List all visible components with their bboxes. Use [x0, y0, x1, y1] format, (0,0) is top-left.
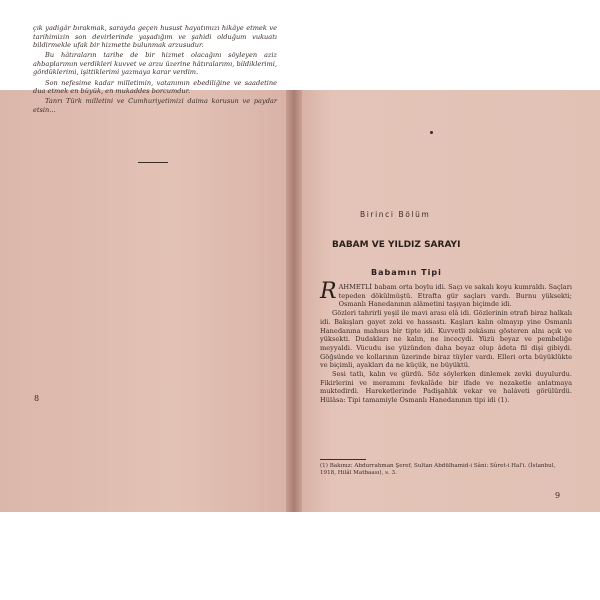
page-mark — [430, 131, 433, 134]
left-page-text — [33, 24, 277, 116]
section-subtitle: Babamın Tipi — [371, 268, 442, 277]
footnote: (1) Bakınız: Abdurrahman Şeref, Sultan Abdülhamid-i Sâni: Sûret-i Hal'i. (İstanbul, 1918, Hilâl Matbaası), s. 3. — [320, 463, 556, 477]
left-paragraph: Son nefesime kadar milletimin, vatanımın ebediliğine ve saadetine dua etmek en büyük, en mukaddes borcumdur. — [33, 78, 277, 96]
chapter-title: BABAM VE YILDIZ SARAYI — [332, 240, 461, 250]
left-page — [0, 90, 292, 512]
right-page-text — [320, 279, 572, 405]
left-paragraph: çık yadigâr bırakmak, sarayda geçen husust hayatımızı hikâye etmek ve tarihimizin son devirlerinde yaşadığım ve şahidi olduğum vukuatı bildirmekle ufak bir hizmette bulunmak arzusudur. — [33, 24, 277, 50]
left-paragraph: Bu hâtıraların tarihe de bir hizmet olacağını söyleyen aziz ahbaplarımın verdikleri kuvvet ve arzu üzerine hâtıralarımı, bildiklerimi, gördüklerimi, işittiklerimi yazmaya karar verdim. — [33, 51, 277, 77]
right-paragraph: Gözleri tahrirli yeşil ile mavi arası elâ idi. Gözlerinin etrafı biraz halkalı idi. Bakışları gayet zeki ve hassastı. Kaşları kalın olmayıp yine Osmanlı Hanedanına mahsus bir tipte idi. Kuvvetli zekâsını gösteren alnı açık ve yüksekti. Dudakları ne kalın, ne incecydi. Yüzü beyaz ve pembeliğe meyyaldi. Vücudu ise yüzünden daha beyaz olup âdeta fil dişi gibiydi. Göğsünde ve kollarının üzerinde biraz tüyler vardı. Elleri orta büyüklükte ve biçimli, ayakları da ne küçük, ne büyüktü. — [320, 309, 572, 370]
footnote-rule — [320, 459, 366, 460]
book-gutter — [286, 90, 302, 512]
left-page-number: 8 — [34, 394, 40, 403]
section-label: Birinci Bölüm — [360, 210, 431, 219]
right-paragraph — [320, 279, 572, 309]
left-paragraph: Tanrı Türk milletini ve Cumhuriyetimizi daima korusun ve paydar etsin... — [33, 97, 277, 114]
right-paragraph: Sesi tatlı, kalın ve gürdü. Söz söylerken dinlemek zevki duyulurdu. Fikirlerini ve meramını fevkalâde bir ifade ve nezaketle anlatmaya muktedirdi. Hareketlerinde Padişahlık vekar ve haláveti görülürdü. Hülâsa: Tipi tamamiyle Osmanlı Hanedanının tipi idi (1). — [320, 370, 572, 405]
paragraph-text: AHMETLİ babam orta boylu idi. Saçı ve sakalı koyu kumraldı. Saçları tepeden dökülmüştü. Etrafta gür saçları vardı. Burnu yüksekti; Osmanlı Hanedanının alâmetini taşıyan biçimde idi. — [338, 283, 572, 309]
right-page-number: 9 — [555, 491, 561, 500]
section-separator — [138, 162, 168, 163]
drop-cap: R — [320, 279, 337, 304]
